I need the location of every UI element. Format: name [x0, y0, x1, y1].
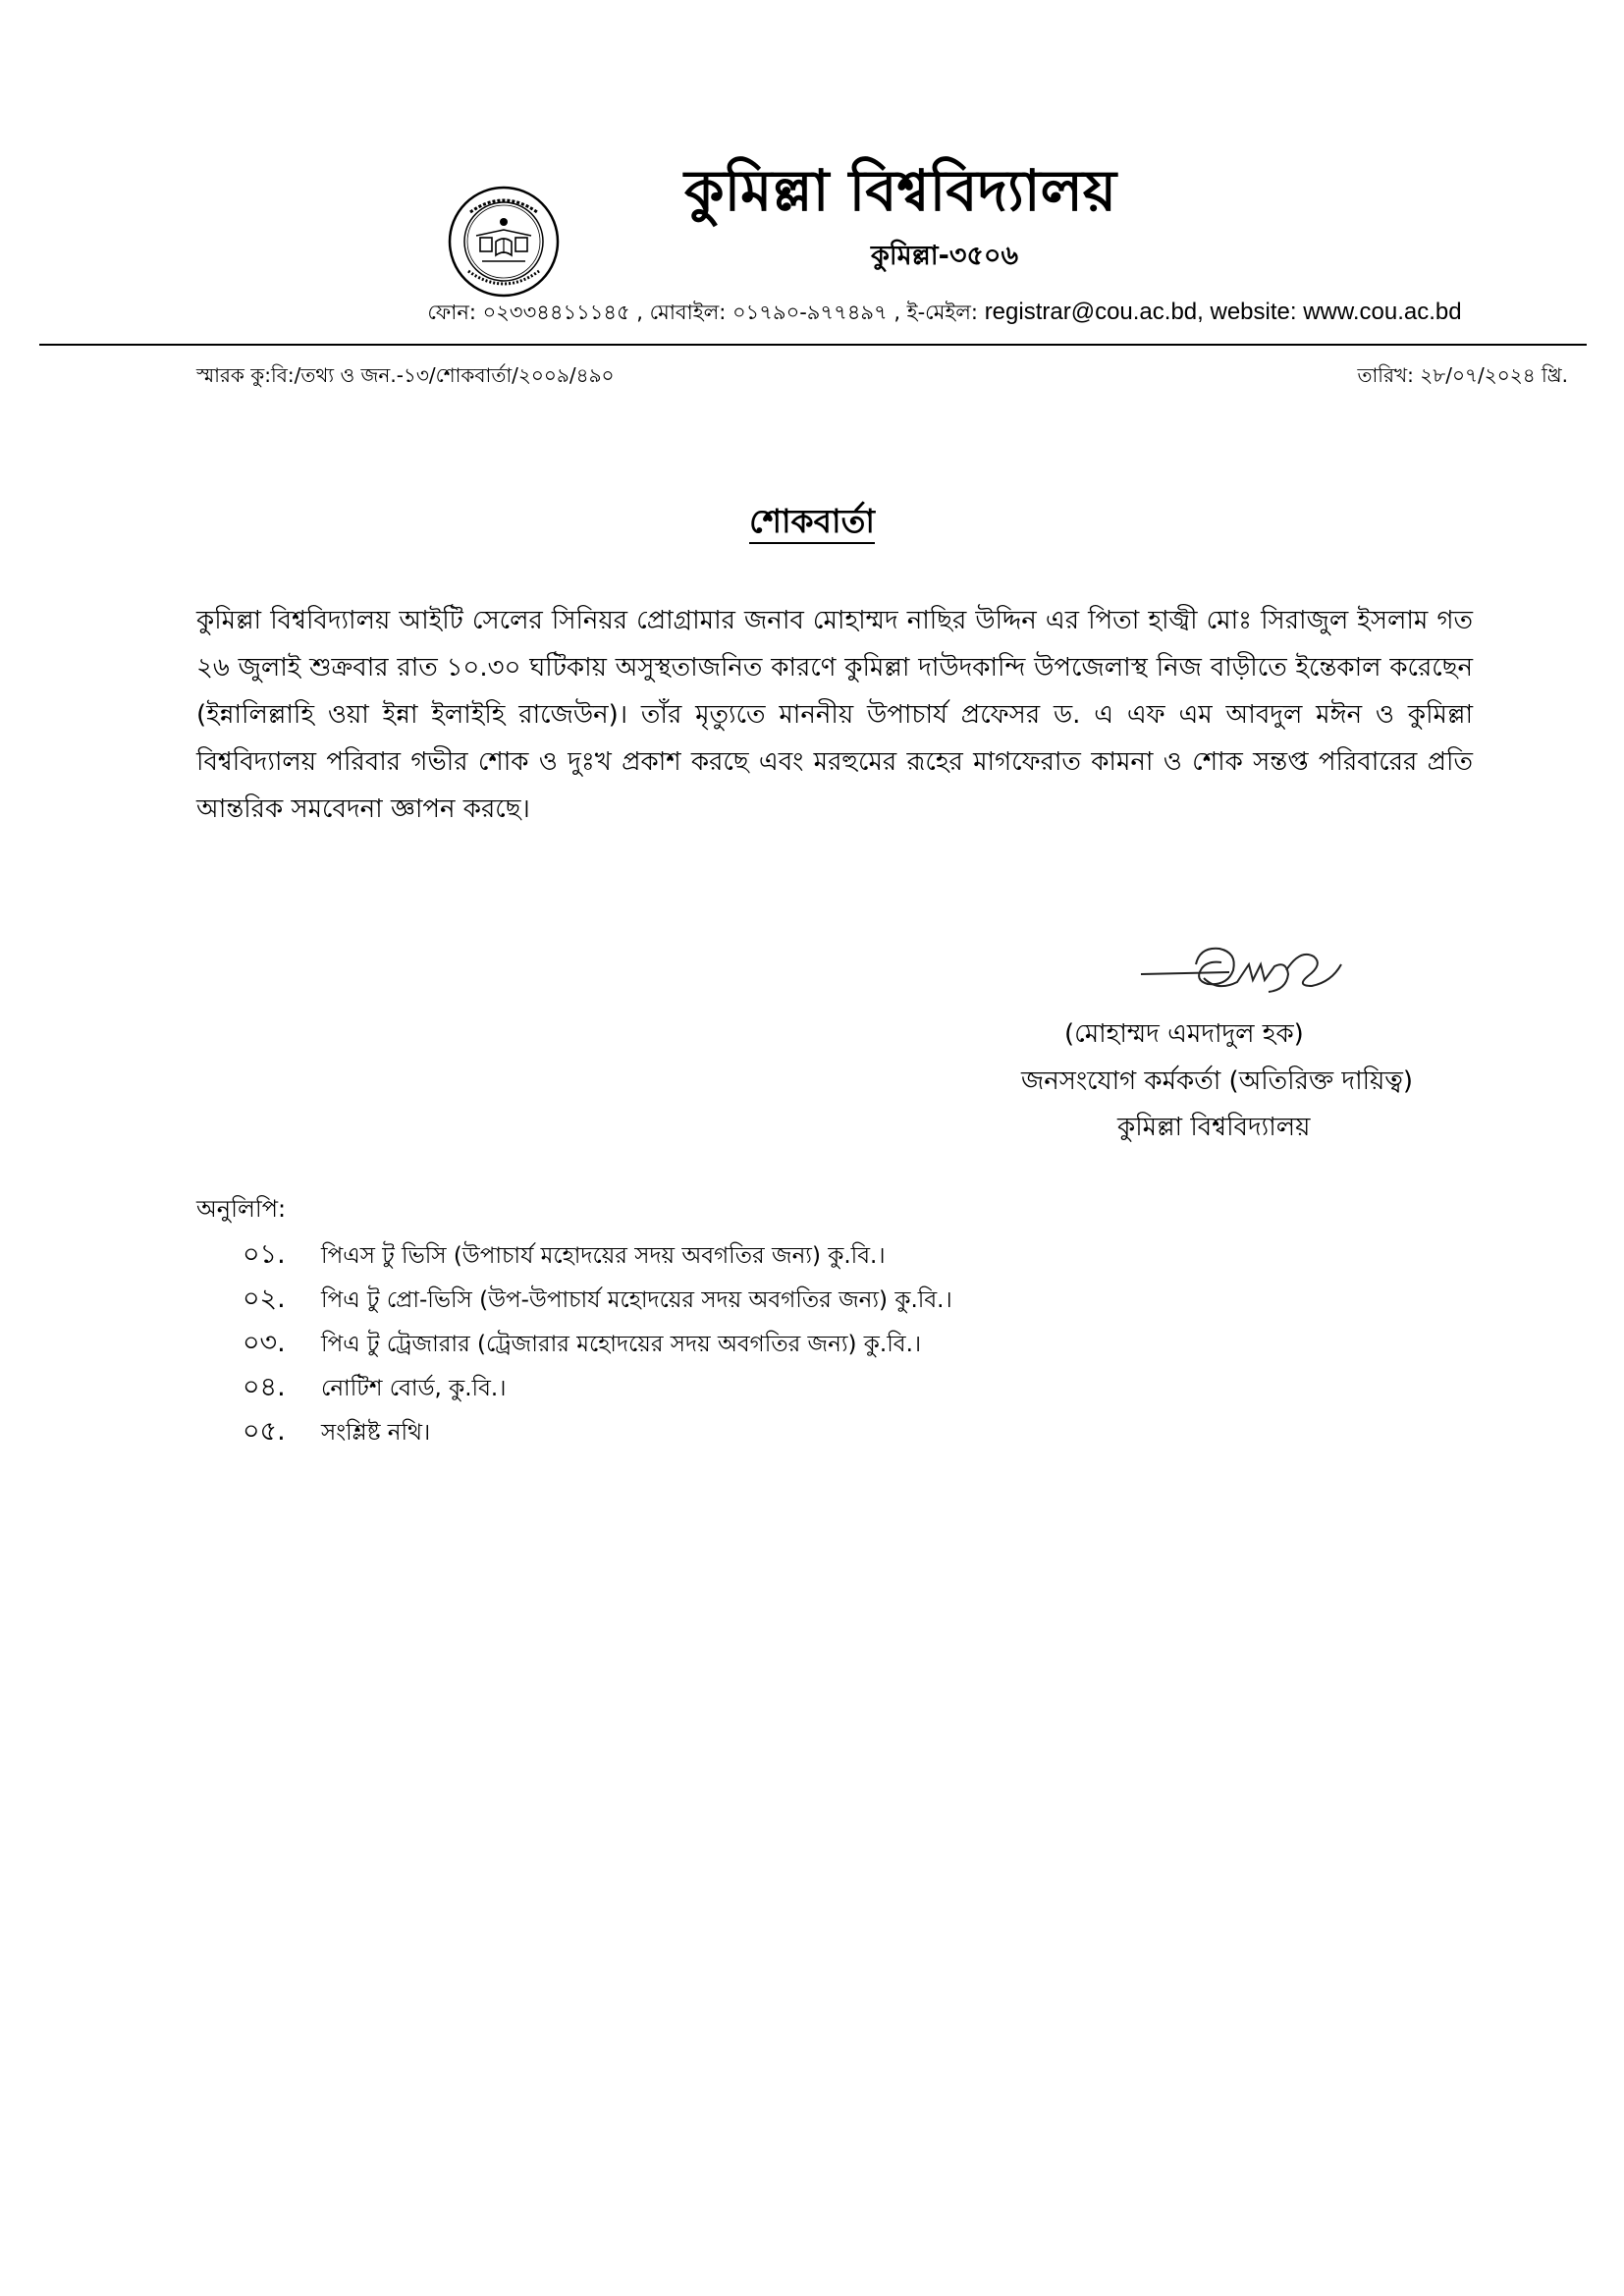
header-divider [39, 344, 1587, 346]
signature-image [1139, 935, 1355, 1006]
list-item-text: পিএস টু ভিসি (উপাচার্য মহোদয়ের সদয় অবগতির জন্য) কু.বি.। [321, 1243, 886, 1269]
memo-number: স্মারক কু:বি:/তথ্য ও জন.-১৩/শোকবার্তা/২০০৯/৪৯০ [196, 363, 615, 387]
list-item-number: ০১. [243, 1239, 286, 1270]
contact-phone-mobile: ফোন: ০২৩৩৪৪১১১৪৫ , মোবাইল: ০১৭৯০-৯৭৭৪৯৭ , ই-মেইল: [427, 301, 985, 324]
condolence-body: কুমিল্লা বিশ্ববিদ্যালয় আইটি সেলের সিনিয়র প্রোগ্রামার জনাব মোহাম্মদ নাছির উদ্দিন এর পিতা হাজ্বী মোঃ সিরাজুল ইসলাম গত ২৬ জুলাই শুক্রবার রাত ১০.৩০ ঘটিকায় অসুস্থতাজনিত কারণে কুমিল্লা দাউদকান্দি উপজেলাস্থ নিজ বাড়ীতে ইন্তেকাল করেছেন (ইন্নালিল্লাহি ওয়া ইন্না ইলাইহি রাজেউন)। তাঁর মৃত্যুতে মাননীয় উপাচার্য প্রফেসর ড. এ এফ এম আবদুল মঈন ও কুমিল্লা বিশ্ববিদ্যালয় পরিবার গভীর শোক ও দুঃখ প্রকাশ করছে এবং মরহুমের রূহের মাগফেরাত কামনা ও শোক সন্তপ্ত পরিবারের প্রতি আন্তরিক সমবেদনা জ্ঞাপন করছে। [196, 606, 1473, 824]
document-title-text: শোকবার্তা [749, 502, 875, 544]
list-item-text: নোটিশ বোর্ড, কু.বি.। [321, 1376, 507, 1401]
list-item-number: ০২. [243, 1284, 286, 1314]
copy-list [243, 1232, 952, 1453]
copy-list-label: অনুলিপি: [196, 1195, 287, 1223]
list-item-number: ০৪. [243, 1372, 286, 1402]
list-item-text: পিএ টু প্রো-ভিসি (উপ-উপাচার্য মহোদয়ের সদয় অবগতির জন্য) কু.বি.। [321, 1287, 952, 1313]
list-item [243, 1232, 952, 1277]
university-name: কুমিল্লা বিশ্ববিদ্যালয় [684, 157, 1116, 224]
list-item-number: ০৫. [243, 1416, 286, 1447]
signatory-name: (মোহাম্মদ এমদাদুল হক) [1064, 1019, 1304, 1049]
list-item-text: সংশ্লিষ্ট নথি। [321, 1420, 431, 1446]
contact-email-website: registrar@cou.ac.bd, website: www.cou.ac.bd [984, 299, 1462, 325]
list-item [243, 1277, 952, 1321]
list-item [243, 1409, 952, 1453]
document-title [0, 496, 1624, 551]
signatory-designation: জনসংযোগ কর্মকর্তা (অতিরিক্ত দায়িত্ব) [1021, 1066, 1414, 1096]
contact-info [0, 297, 1624, 331]
list-item-number: ০৩. [243, 1328, 286, 1358]
list-item-text: পিএ টু ট্রেজারার (ট্রেজারার মহোদয়ের সদয় অবগতির জন্য) কু.বি.। [321, 1332, 922, 1357]
list-item [243, 1321, 952, 1365]
university-city: কুমিল্লা-৩৫০৬ [870, 241, 1019, 271]
memo-date: তারিখ: ২৮/০৭/২০২৪ খ্রি. [1357, 363, 1568, 387]
list-item [243, 1365, 952, 1409]
signatory-organization: কুমিল্লা বিশ্ববিদ্যালয় [1117, 1113, 1311, 1142]
